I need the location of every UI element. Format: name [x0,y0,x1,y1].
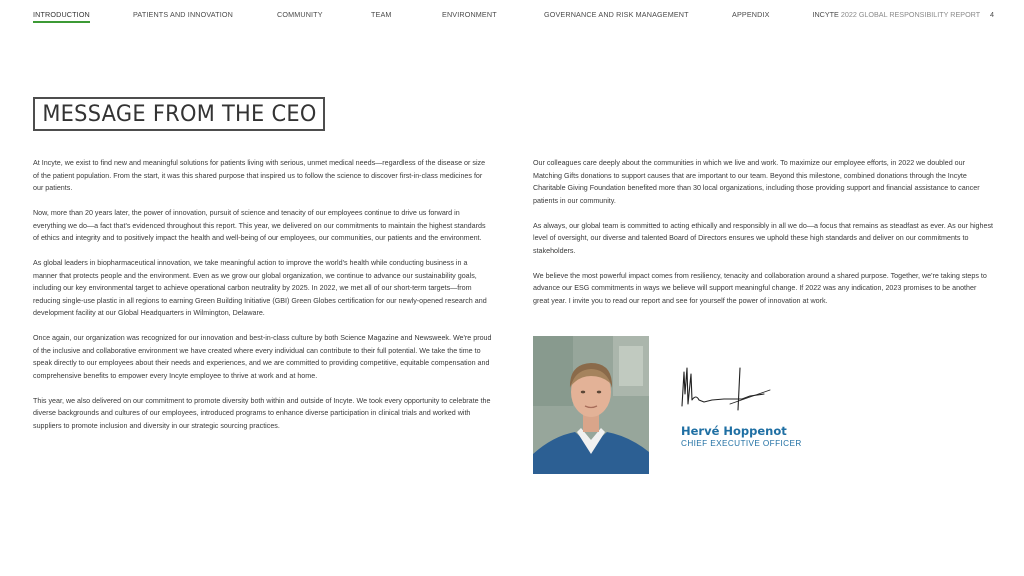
nav-tab-environment[interactable]: ENVIRONMENT [442,10,497,19]
page-title-box [33,97,325,131]
ceo-portrait [533,336,649,474]
paragraph: As always, our global team is committed to acting ethically and responsibly in all we do—a focus that remains as steadfast as ever. As our highest level of oversight, our diverse and talented Board of Directors ensures we uphold these high standards and deliver on our commitments to stakeholders. [533,221,994,255]
paragraph: Now, more than 20 years later, the power of innovation, pursuit of science and tenacity of our employees continue to drive us forward in everything we do—a fact that's evidenced throughout this report. This year, we delivered on our commitments to maintain the highest standards of ethics and integrity and to positively impact the health and well-being of our employees, our communities, our patients and the environment. [33,209,486,242]
nav-tab-appendix[interactable]: APPENDIX [732,10,770,19]
paragraph: This year, we also delivered on our commitment to promote diversity both within and outside of Incyte. We took every opportunity to celebrate the diverse backgrounds and cultures of our employees, introduced programs to enhance diverse participation in clinical trials and worked with suppliers to promote inclusion and diversity in our strategic sourcing practices. [33,396,491,430]
nav-tab-team[interactable]: TEAM [371,10,392,19]
top-navigation [33,10,994,24]
left-column-text [33,157,493,445]
page-title: MESSAGE FROM THE CEO [41,101,317,127]
nav-tab-patients-and-innovation[interactable]: PATIENTS AND INNOVATION [133,10,233,19]
ceo-title: CHIEF EXECUTIVE OFFICER [681,439,802,448]
paragraph: As global leaders in biopharmaceutical innovation, we take meaningful action to improve the world's health while conducting business in a manner that protects people and the environment. Even as we grow our global organization, we continue to advance our sustainability goals, including our key environmental target to achieve operational carbon neutrality by 2025. In 2022, we met all of our short-term targets—from reducing single-use plastic in all regions to earning Green Building Initiative (GBI) Green Globes certification for our newly-opened research and development facility at our Global Headquarters in Wilmington, Delaware. [33,259,487,317]
report-label [812,10,994,19]
paragraph: At Incyte, we exist to find new and meaningful solutions for patients living with serious, unmet medical needs—regardless of the disease or size of the patient population. From the start, it was this shared purpose that inspired us to follow the science to discover first-in-class medicines for our patients. [33,159,486,192]
ceo-signature [678,360,774,416]
paragraph: We believe the most powerful impact comes from resiliency, tenacity and collaboration around a shared purpose. Together, we're taking steps to advance our ESG commitments in ways we believe will support meaningful change. If 2022 was any indication, 2023 promises to be another great year. I invite you to read our report and see for yourself the power of innovation at work. [533,271,987,305]
report-brand: INCYTE [812,10,839,19]
page-number: 4 [990,10,994,19]
ceo-name: Hervé Hoppenot [681,424,787,438]
nav-tab-governance[interactable]: GOVERNANCE AND RISK MANAGEMENT [544,10,689,19]
nav-tab-introduction[interactable]: INTRODUCTION [33,10,90,19]
paragraph: Once again, our organization was recognized for our innovation and best-in-class culture by both Science Magazine and Newsweek. We're proud of the inclusive and collaborative environment we have created where every individual can contribute to their full potential. We take the time to speak directly to our employees about their needs and experiences, and we are committed to providing competitive, equitable compensation and comprehensive benefits to empower every Incyte employee to thrive at work and at home. [33,334,492,380]
report-year-title: 2022 GLOBAL RESPONSIBILITY REPORT [840,10,980,19]
paragraph: Our colleagues care deeply about the communities in which we live and work. To maximize our employee efforts, in 2022 we doubled our Matching Gifts donations to support causes that are important to our team. Beyond this milestone, combined donations through the Incyte Charitable Giving Foundation benefited more than 30 local organizations, including those providing support and financial assistance to cancer patients in our community. [533,159,980,205]
ceo-portrait-illustration [533,336,649,474]
right-column-text [533,157,993,320]
nav-tab-community[interactable]: COMMUNITY [277,10,323,19]
